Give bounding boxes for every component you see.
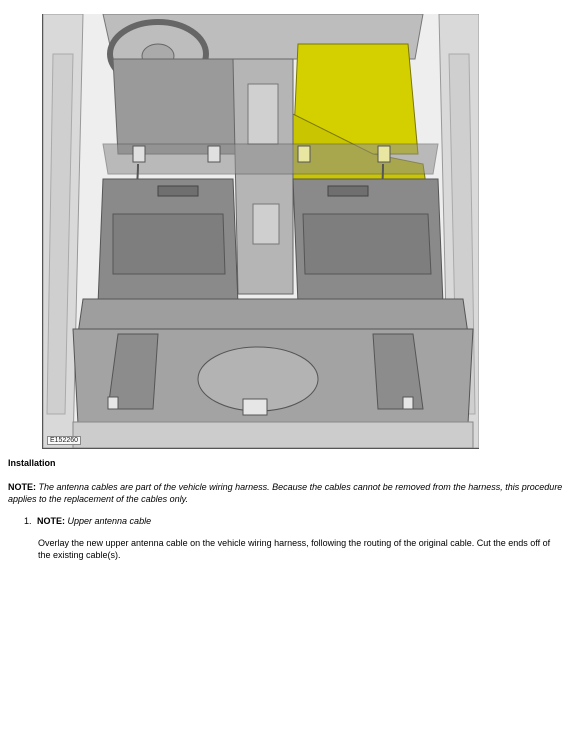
step-number: 1. xyxy=(24,516,32,526)
installation-heading: Installation xyxy=(8,458,56,468)
step-1-body: Overlay the new upper antenna cable on the vehicle wiring harness, following the routing of the original cable. Cut the ends off of the existing cable(s). xyxy=(38,538,551,560)
step-note-label: NOTE: xyxy=(37,516,65,526)
step-note-text: Upper antenna cable xyxy=(67,516,152,526)
floor-diagram-svg xyxy=(43,14,479,448)
figure-id-label: E152260 xyxy=(47,436,81,445)
note-text: The antenna cables are part of the vehicle wiring harness. Because the cables cannot be removed from the harness, this procedure applies to the replacement of the cables only. xyxy=(8,482,563,504)
installation-note xyxy=(8,481,578,505)
vehicle-floor-illustration xyxy=(42,14,479,449)
step-1 xyxy=(24,515,564,527)
note-label: NOTE: xyxy=(8,482,36,492)
